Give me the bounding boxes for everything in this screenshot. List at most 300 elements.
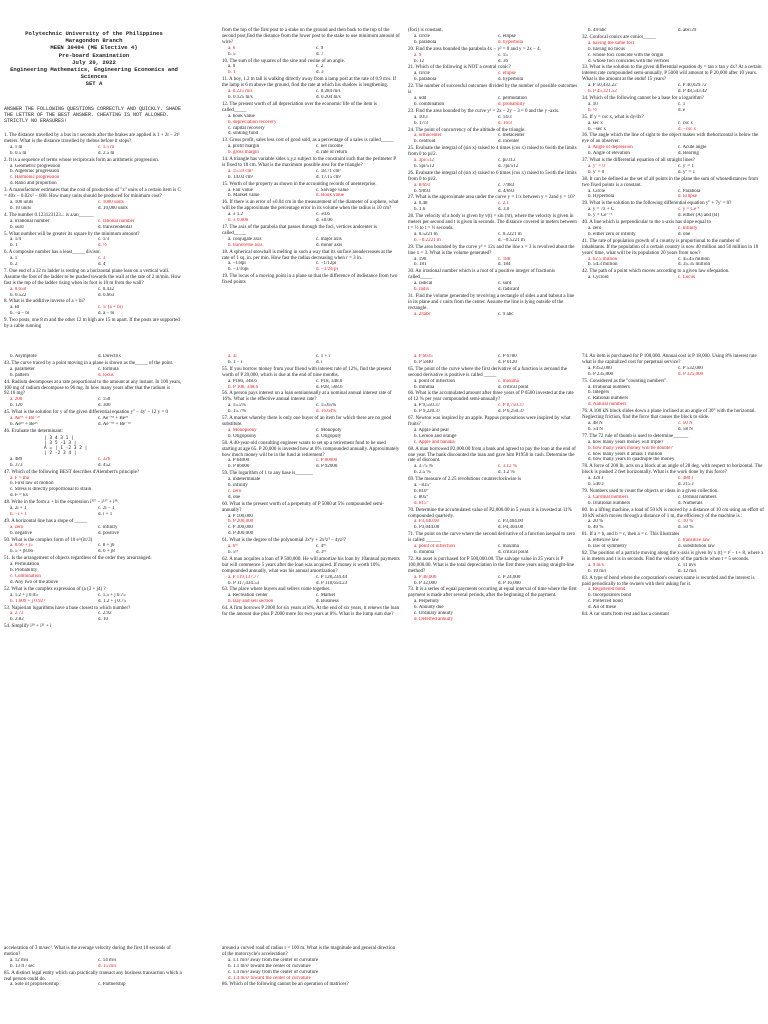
answer-choice[interactable]: c. Partnership [98,982,126,988]
answer-choice[interactable]: c. Salvage value [316,187,349,193]
answer-choice[interactable]: a. 1 [10,256,18,262]
answer-choice[interactable]: d. hyperbola [498,77,523,83]
answer-choice[interactable]: c. pi/312 [498,158,516,164]
answer-choice[interactable]: d. 1.2 % [498,470,515,476]
answer-choice[interactable]: b. radix [414,287,430,293]
answer-choice[interactable]: c. 3 [98,256,106,262]
answer-choice[interactable]: d. 10,000 units [98,205,128,211]
answer-choice[interactable]: a. indeterminate [228,477,261,483]
answer-choice[interactable]: d. 50 % [678,525,694,531]
answer-choice[interactable]: d. All of these [588,605,617,611]
answer-choice[interactable]: c. csc x [678,120,693,126]
answer-choice[interactable]: b. pattern [10,372,29,378]
answer-choice[interactable]: b. 17/3 [414,120,428,126]
answer-choice[interactable]: a. zero [10,524,24,530]
answer-choice[interactable]: a. P180, 348.6 [228,378,257,384]
answer-choice[interactable]: a. circle [414,33,430,39]
answer-choice[interactable]: a. P 48,000 [414,574,437,580]
answer-choice[interactable]: b. P 5840 [414,359,433,365]
answer-choice[interactable]: a. 2i + 1 [10,506,27,512]
answer-choice[interactable]: b. y = Ce⁻⁷ˣ [588,213,613,219]
answer-choice[interactable]: a. P 100,000 [228,513,253,519]
answer-choice[interactable]: d. P 92000 [316,464,338,470]
answer-choice[interactable]: d. Any two of the above [10,579,59,585]
answer-choice[interactable]: c. 0.284 m/s [316,89,341,95]
answer-choice[interactable]: d. ½ [98,243,107,249]
answer-choice[interactable]: d. hyperbola [498,39,523,45]
answer-choice[interactable]: d. P28, 568.6 [316,384,343,390]
answer-choice[interactable]: c. 15 [498,52,508,58]
answer-choice[interactable]: a. Bi [10,305,20,311]
answer-choice[interactable]: a. Apple and pear [414,427,449,433]
answer-choice[interactable]: b. 0.125 m/s [228,94,253,100]
answer-choice[interactable]: a. 1/4 [10,237,22,243]
answer-choice[interactable]: a. irrational number [10,218,50,224]
answer-choice[interactable]: d. locus [98,372,114,378]
answer-choice[interactable]: a. P 50,432.22 [588,83,617,89]
answer-choice[interactable]: a. 1 m [10,144,23,150]
answer-choice[interactable]: b. P 45,321.52 [588,89,617,95]
answer-choice[interactable]: b. P 9,220.37 [414,409,441,415]
answer-choice[interactable]: d. Numerals [678,500,703,506]
answer-choice[interactable]: d. 6 + j8 [98,549,115,555]
answer-choice[interactable]: a. Permutation [10,562,40,568]
answer-choice[interactable]: d. 15 m/s [98,963,117,969]
answer-choice[interactable]: a. 2.72 [10,611,24,617]
answer-choice[interactable]: b. 13 ft / sec [10,963,35,969]
answer-choice[interactable]: a. F = ma [10,475,29,481]
answer-choice[interactable]: a. P 6035 [414,354,433,359]
answer-choice[interactable]: d. 1.4 m/s² toward the center of curvature [228,975,311,981]
answer-choice[interactable]: a. 0.658 [10,286,26,292]
answer-choice[interactable]: c. y = Ce⁷ˣ [678,207,700,213]
answer-choice[interactable]: b. Asymptote [10,354,37,359]
answer-choice[interactable]: c. 1.4 m/s² away from the center of curvature [228,969,319,975]
answer-choice[interactable]: d. critical point [498,384,529,390]
answer-choice[interactable]: c. 1.5 + j 0.75 [98,592,126,598]
answer-choice[interactable]: a. book value [228,113,255,119]
answer-choice[interactable]: b. P3,044.00 [414,525,440,531]
answer-choice[interactable]: d. 17.15 cm² [316,174,342,180]
answer-choice[interactable]: d. i + 1 [98,511,113,517]
answer-choice[interactable]: d. Ratio and proportion [10,181,57,187]
answer-choice[interactable]: b. 12 [414,58,424,64]
answer-choice[interactable]: c. formula [98,366,119,372]
answer-choice[interactable]: a. 2πabc [414,311,431,317]
answer-choice[interactable]: b. P 108, 348.6 [228,384,259,390]
answer-choice[interactable]: c. 1.5 m [98,144,115,150]
answer-choice[interactable]: d. positive [98,530,119,536]
answer-choice[interactable]: b. P 117,434.53 [228,580,260,586]
answer-choice[interactable]: c. 0.432 [98,286,114,292]
answer-choice[interactable]: c. transitive law [678,538,710,544]
answer-choice[interactable]: d. Ellipse [678,194,697,200]
answer-choice[interactable]: d. 3ʳᵈ [316,550,327,555]
answer-choice[interactable]: c. 50 N [678,420,693,426]
answer-choice[interactable]: c. capital recovery [228,125,265,131]
answer-choice[interactable]: a. 3.75 % [414,464,433,470]
answer-choice[interactable]: a. Geometric progression [10,163,61,169]
answer-choice[interactable]: b. centroid [414,139,436,145]
answer-choice[interactable]: c. major axis [316,236,342,242]
answer-choice[interactable]: d. 300 [98,403,111,409]
answer-choice[interactable]: d. minor axis [316,242,343,248]
answer-choice[interactable]: c. 2i − 1 [98,506,115,512]
answer-choice[interactable]: c. Harmonic progression [10,175,60,181]
answer-choice[interactable]: a. how many years money will triple? [588,439,664,445]
answer-choice[interactable]: b. 4π²abc [588,28,607,33]
answer-choice[interactable]: b. Integers [588,390,610,396]
answer-choice[interactable]: c. Rational numbers [588,396,629,402]
answer-choice[interactable]: b. 54.3 million [588,262,618,268]
answer-choice[interactable]: a. −835° [414,483,432,489]
answer-choice[interactable]: a. Recreation center [228,593,268,599]
answer-choice[interactable]: a. Irrational numbers [588,384,630,390]
answer-choice[interactable]: d. 3.0 [498,207,510,213]
answer-choice[interactable]: a. P 84000 [228,458,250,464]
answer-choice[interactable]: d. y'' = 1 [678,169,696,175]
answer-choice[interactable]: c. y' = 1 [678,163,694,169]
answer-choice[interactable]: a. Sole of proprietorship [10,982,59,988]
answer-choice[interactable]: d. probability [498,101,525,107]
answer-choice[interactable]: c. maxima [498,378,519,384]
answer-choice[interactable]: c. P 532,000 [678,365,703,371]
answer-choice[interactable]: c. Preferred bond [588,599,623,605]
answer-choice[interactable]: d. 10 [98,617,108,623]
answer-choice[interactable]: b. P 32,000 [414,580,437,586]
answer-choice[interactable]: c. Ordinal numbers [678,494,717,500]
answer-choice[interactable]: c. surd [498,281,512,287]
answer-choice[interactable]: b. −1/16pi [228,267,249,273]
answer-choice[interactable]: d. F = kx [10,493,29,499]
answer-choice[interactable]: c. 1000 units [98,199,124,205]
answer-choice[interactable]: d. P 6,250.37 [498,409,525,415]
answer-choice[interactable]: a. profit margin [228,144,260,150]
answer-choice[interactable]: c. P 40,029.72 [678,83,707,89]
answer-choice[interactable]: b. 373 [10,462,23,468]
answer-choice[interactable]: c. 10 % [678,519,694,525]
answer-choice[interactable]: b. minima [414,550,435,555]
answer-choice[interactable]: d. incenter [498,139,520,145]
answer-choice[interactable]: b. 1.6 [414,207,426,213]
answer-choice[interactable]: d. Directrix [98,354,122,359]
answer-choice[interactable]: a. P3,440.00 [414,519,439,525]
answer-choice[interactable]: d. Book value [316,193,344,199]
answer-choice[interactable]: d. substitution law [678,544,715,550]
answer-choice[interactable]: a. conjugate axis [228,236,262,242]
answer-choice[interactable]: d. either (A) and (B) [678,213,719,219]
answer-choice[interactable]: d. one [228,494,241,500]
answer-choice[interactable]: a. 6ᵗʰ [228,544,238,550]
answer-choice[interactable]: b. negative [10,530,32,536]
answer-choice[interactable]: b. 9/893 [414,188,431,194]
answer-choice[interactable]: d. Business [316,599,339,605]
answer-choice[interactable]: a. 9 [414,52,422,58]
answer-choice[interactable]: a. 12 m/s [10,957,29,963]
answer-choice[interactable]: b. 1 − i [228,359,243,365]
answer-choice[interactable]: d. Ae⁻⁶ˣ + Be⁻²ˣ [98,421,131,427]
answer-choice[interactable]: c. 1 [678,101,686,107]
answer-choice[interactable]: c. 150 [98,397,111,403]
answer-choice[interactable]: b. P 200,000 [228,519,254,525]
answer-choice[interactable]: b. parabola [414,39,437,45]
answer-choice[interactable]: c. 326 [98,456,111,462]
answer-choice[interactable]: d. how many years to quadruple the money [588,457,675,463]
answer-choice[interactable]: b. 15.7% [228,409,246,415]
answer-choice[interactable]: a. y = 7x + C [588,207,615,213]
answer-choice[interactable]: a. 10 [588,101,598,107]
answer-choice[interactable]: c. ellipse [498,71,516,77]
answer-choice[interactable]: b. Market value [228,193,260,199]
answer-choice[interactable]: d. e [678,107,686,113]
answer-choice[interactable]: c. P18, 348.6 [316,378,343,384]
answer-choice[interactable]: c. ellipse [498,33,516,39]
answer-choice[interactable]: d. sinking fund [228,131,259,137]
answer-choice[interactable]: a. 6 [228,45,236,51]
answer-choice[interactable]: c. rational number [98,218,135,224]
answer-choice[interactable]: b. 540 J [588,482,604,488]
answer-choice[interactable]: d. 184 [498,262,511,268]
answer-choice[interactable]: b. 14.03 cm² [228,174,254,180]
answer-choice[interactable]: b. law of symmetry [588,544,627,550]
answer-choice[interactable]: b. parabola [414,77,437,83]
answer-choice[interactable]: c. Stress is directly proportional to strain [10,487,92,493]
answer-choice[interactable]: a. y'' = 0 [588,163,605,169]
answer-choice[interactable]: c. P3,404.00 [498,519,523,525]
answer-choice[interactable]: a. 62.5 million [588,256,618,262]
answer-choice[interactable]: a. point of inflection [414,544,455,550]
answer-choice[interactable]: c. 45.45 million [678,256,710,262]
answer-choice[interactable]: b. ½ [588,107,597,113]
answer-choice[interactable]: d. 58 N [678,426,693,432]
answer-choice[interactable]: b. −a − bi [10,311,30,317]
answer-choice[interactable]: a. 15.5% [228,403,246,409]
answer-choice[interactable]: c. 14 m/s [98,957,117,963]
answer-choice[interactable]: a. ± 1.2 [228,212,243,218]
answer-choice[interactable]: a. Cardinal numbers [588,494,629,500]
answer-choice[interactable]: b. Oligopsony [228,433,257,439]
answer-choice[interactable]: c. 2 [316,64,324,70]
answer-choice[interactable]: c. 18.71 cm² [316,168,341,174]
answer-choice[interactable]: b. Hyperbola [588,194,615,200]
answer-choice[interactable]: a. 0.48 [414,201,428,207]
answer-choice[interactable]: d. one [678,231,691,237]
answer-choice[interactable]: d. rate of return [316,150,348,156]
answer-choice[interactable]: d. 12 m/s [678,568,697,574]
answer-choice[interactable]: d. 2.5 m [98,150,115,156]
answer-choice[interactable]: c. 2.92 [98,611,112,617]
answer-choice[interactable]: d. −csc x [678,126,696,132]
answer-choice[interactable]: b. Irrational numbers [588,500,631,506]
answer-choice[interactable]: d. 815° [414,500,429,506]
answer-choice[interactable]: c. 4ᵗʰ [316,544,326,550]
answer-choice[interactable]: a. 0.5221 m [414,231,438,237]
answer-choice[interactable]: a. radical [414,281,433,287]
answer-choice[interactable]: c. net income [316,144,343,150]
answer-choice[interactable]: d. ±0.06 [316,218,333,224]
answer-choice[interactable]: d. 4/693 [498,188,515,194]
answer-choice[interactable]: d. whose foci coincides with the vertices [588,58,670,64]
answer-choice[interactable]: b. 1.1 m/s² toward the center of curvature [228,963,311,969]
answer-choice[interactable]: b. 10 m/s [588,568,607,574]
answer-choice[interactable]: d. 7pi/512 [498,163,519,169]
answer-choice[interactable]: c. π abc [498,311,514,317]
answer-choice[interactable]: a. sec x [588,120,603,126]
answer-choice[interactable]: d. abc/2π [678,28,697,33]
answer-choice[interactable]: a. Cycloid [588,275,609,281]
answer-choice[interactable]: a. −1/8pi [228,261,246,267]
answer-choice[interactable]: d. 7 [316,51,324,57]
answer-choice[interactable]: a. Circle [588,188,605,194]
answer-choice[interactable]: d. −1/24 pi [316,267,338,273]
answer-choice[interactable]: d. 1.2 + j 0.75 [98,598,126,604]
answer-choice[interactable]: b. P 86000 [228,464,250,470]
answer-choice[interactable]: b. 120 [10,403,23,409]
answer-choice[interactable]: c. ±0.6 [316,212,330,218]
answer-choice[interactable]: a. point of inflection [414,378,455,384]
answer-choice[interactable]: a. 489 [10,456,23,462]
answer-choice[interactable]: b. 2.82 [10,617,24,623]
answer-choice[interactable]: d. Natural numbers [588,402,627,408]
answer-choice[interactable]: a. 10/3 [414,114,428,120]
answer-choice[interactable]: a. P352,000 [588,365,612,371]
answer-choice[interactable]: a. 3pi/512 [414,158,434,164]
answer-choice[interactable]: c. Market [316,593,336,599]
answer-choice[interactable]: c. permutation [498,95,527,101]
answer-choice[interactable]: b. 5pi/512 [414,163,435,169]
answer-choice[interactable]: a. zero [588,226,602,231]
answer-choice[interactable]: b. how many years money will be double? [588,445,673,451]
answer-choice[interactable]: c. Ae⁻⁶ˣ + Be²ˣ [98,416,128,422]
answer-choice[interactable]: a. Perpetuity [414,599,440,605]
answer-choice[interactable]: c. maxima [498,544,519,550]
answer-choice[interactable]: b. 810° [414,488,429,494]
answer-choice[interactable]: b. Incorporators bond [588,593,632,599]
answer-choice[interactable]: c. infinity [98,524,118,530]
answer-choice[interactable]: c. 9 [316,45,324,51]
answer-choice[interactable]: a. Angle of depression [588,145,633,151]
answer-choice[interactable]: b. 5 + j8.66 [10,549,33,555]
answer-choice[interactable]: b. surd [10,224,24,230]
answer-choice[interactable]: d. 0.204 m/s [316,94,341,100]
answer-choice[interactable]: d. 4 [98,262,106,268]
answer-choice[interactable]: c. 1/ (a + bi) [98,305,123,311]
answer-choice[interactable]: c. P 24,000 [498,574,521,580]
answer-choice[interactable]: a. circle [414,71,430,77]
answer-choice[interactable]: a. P 9,550.37 [414,403,441,409]
answer-choice[interactable]: c. 3.12 % [498,464,517,470]
answer-choice[interactable]: a. 3i [228,354,237,359]
answer-choice[interactable]: b. 181 [414,262,427,268]
answer-choice[interactable]: b. minima [414,384,435,390]
answer-choice[interactable]: d. P 400,000 [228,531,254,537]
answer-choice[interactable]: c. whose foci coincide with the origin [588,52,664,58]
answer-choice[interactable]: b. −0.2221 m [414,237,441,243]
answer-choice[interactable]: a. having the same foci [588,40,635,46]
answer-choice[interactable]: b. 0.522 [10,292,27,298]
answer-choice[interactable]: b. Algebraic progression [10,169,60,175]
answer-choice[interactable]: b. 1 [10,243,18,249]
answer-choice[interactable]: b. −i + 1 [10,511,28,517]
answer-choice[interactable]: d. −0.5221 m [498,237,525,243]
answer-choice[interactable]: b. gross margin [228,150,259,156]
answer-choice[interactable]: b. First law of motion [10,481,54,487]
answer-choice[interactable]: b. 40 % [588,525,604,531]
answer-choice[interactable]: d. transcendental [98,224,132,230]
answer-choice[interactable]: c. 14/3 [498,114,512,120]
answer-choice[interactable]: b. 10 units [10,205,31,211]
answer-choice[interactable]: b. 54 N [588,426,603,432]
answer-choice[interactable]: b. ± 0.006 [228,218,249,224]
answer-choice[interactable]: b. −sec x [588,126,606,132]
answer-choice[interactable]: c. 8 + j6 [98,543,115,549]
answer-choice[interactable]: a. 20 % [588,519,604,525]
answer-choice[interactable]: c. Combination [10,574,41,579]
answer-choice[interactable]: d. 3 [316,70,324,76]
answer-choice[interactable]: d. Oligopoly [316,433,342,439]
answer-choice[interactable]: d. radicant [498,287,520,293]
answer-choice[interactable]: a. Ae⁶ˣ + Be⁻²ˣ [10,416,40,422]
answer-choice[interactable]: c. infinity [678,226,698,231]
answer-choice[interactable]: a. parameter [10,366,35,372]
answer-choice[interactable]: b. Angle of elevation [588,151,630,157]
answer-choice[interactable]: b. infinity [228,483,248,489]
answer-choice[interactable]: c. 0.2221 m [498,231,522,237]
answer-choice[interactable]: c. P 128,234.44 [316,574,348,580]
answer-choice[interactable]: c. Ordinary annuity [414,611,454,617]
answer-choice[interactable]: c. P 300,000 [228,525,253,531]
answer-choice[interactable]: c. P 6780 [498,354,517,359]
answer-choice[interactable]: c. Acute angle [678,145,707,151]
answer-choice[interactable]: a. 100 units [10,199,34,205]
answer-choice[interactable]: c. −1/12pi [316,261,337,267]
answer-choice[interactable]: a. 200 [10,397,23,403]
answer-choice[interactable]: b. either zero or infinity [588,231,636,237]
answer-choice[interactable]: d. 36 [498,58,508,64]
answer-choice[interactable]: b. Annuity due [414,605,444,611]
answer-choice[interactable]: a. reflexive law [588,538,619,544]
answer-choice[interactable]: d. P 6120 [498,359,517,365]
answer-choice[interactable]: b. 5 [228,51,236,57]
answer-choice[interactable]: a. 8/693 [414,182,431,188]
answer-choice[interactable]: a. odd [414,95,427,101]
answer-choice[interactable]: d. P 325,000 [678,371,704,377]
answer-choice[interactable]: a. 1.1 m/s² away from the center of curvature [228,957,319,963]
answer-choice[interactable]: b. combination [414,101,444,107]
answer-choice[interactable]: c. Monopoly [316,427,342,433]
answer-choice[interactable]: b. depreciation recovery [228,119,277,125]
answer-choice[interactable]: d. P4,304.00 [498,525,524,531]
answer-choice[interactable]: a. Registered bond [588,587,626,593]
answer-choice[interactable]: c. 480 J [678,476,694,482]
answer-choice[interactable]: b. 1 [228,70,236,76]
answer-choice[interactable]: d. a − bi [98,311,115,317]
answer-choice[interactable]: c. metacenter [498,133,525,139]
answer-choice[interactable]: b. y' = 0 [588,169,605,175]
answer-choice[interactable]: c. 7/983 [498,182,515,188]
answer-choice[interactable]: d. critical point [498,550,529,555]
answer-choice[interactable]: b. 2 [10,262,18,268]
answer-choice[interactable]: a. Monopsony [228,427,257,433]
answer-choice[interactable]: b. Probability [10,568,38,574]
answer-choice[interactable]: a. 0.225 m/s [228,89,253,95]
answer-choice[interactable]: b. 0.5 m [10,150,27,156]
answer-choice[interactable]: d. 35.35 million [678,262,710,268]
answer-choice[interactable]: d. P 118,654.23 [316,580,348,586]
answer-choice[interactable]: a. 48 N [588,420,603,426]
answer-choice[interactable]: b. 1.609 + j 0.927 [10,598,46,604]
answer-choice[interactable]: c. 188 [498,256,511,262]
